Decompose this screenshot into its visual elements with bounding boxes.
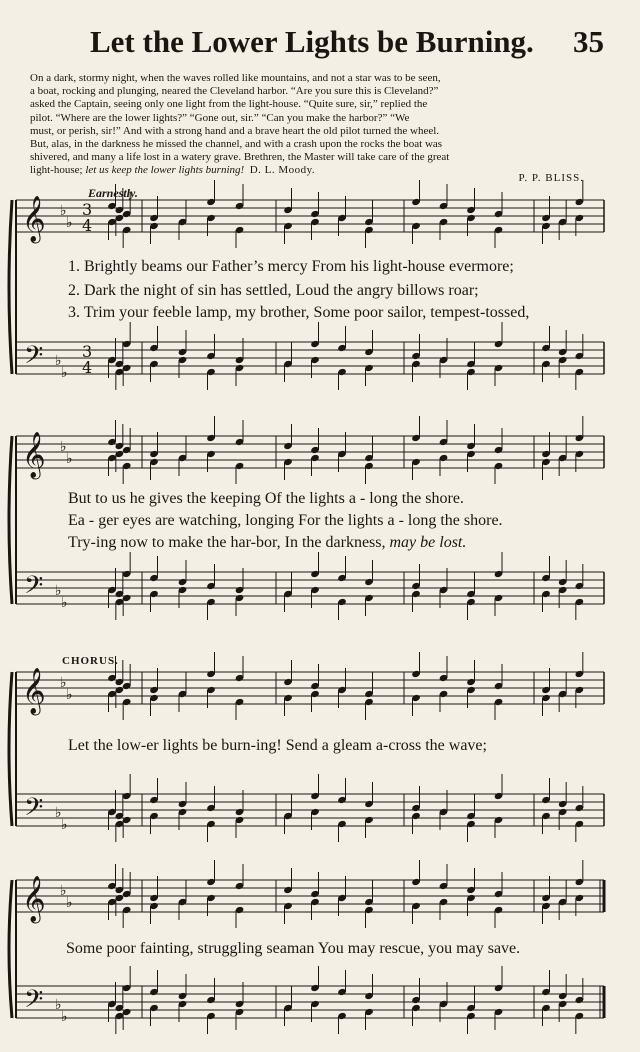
intro-line: On a dark, stormy night, when the waves rolled like mountains, and not a star was to be seen, — [30, 72, 441, 84]
system-2-treble-clef: 𝄞 — [22, 432, 46, 478]
system-1-time-sig: 3 — [82, 342, 93, 361]
lyric-start: Try-ing now to make the har-bor, In the darkness, — [68, 534, 386, 551]
system-1-time-sig: 3 — [82, 200, 93, 219]
system-1-key-flat: ♭ — [61, 365, 68, 381]
intro-line: pilot. “Where are the lower lights?” “Gone out, sir.” “Can you make the harbor?” “We — [30, 111, 410, 124]
system-3-bass-clef: 𝄢 — [24, 793, 44, 828]
system-3-key-flat: ♭ — [61, 817, 68, 833]
lyric-line: 1. Brightly beams our Father’s mercy From his light-house evermore; — [68, 258, 514, 275]
system-1-bass-clef: 𝄢 — [24, 341, 44, 376]
lyric-italic: may be lost. — [389, 534, 467, 551]
system-2-bass-clef: 𝄢 — [24, 571, 44, 606]
system-1-key-flat: ♭ — [55, 353, 62, 369]
system-2-brace — [9, 436, 12, 604]
intro-line: a boat, rocking and plunging, neared the Cleveland harbor. “Are you sure this is Cleveland?” — [30, 85, 439, 98]
lyric-line: Ea - ger eyes are watching, longing For the lights a - long the shore. — [68, 512, 503, 529]
intro-line: But, alas, in the darkness he missed the channel, and with a crash upon the rocks the boat was — [30, 138, 443, 151]
system-3-brace — [9, 672, 12, 826]
intro-line: shivered, and many a life lost in a watery grave. Brethren, the Master will take care of the great — [30, 151, 450, 164]
system-4-key-flat: ♭ — [61, 1009, 68, 1025]
system-1-time-sig: 4 — [82, 358, 93, 377]
intro-signature: D. L. Moody. — [249, 164, 316, 177]
system-3-key-flat: ♭ — [66, 687, 73, 703]
system-4-brace — [9, 880, 12, 1018]
system-2-key-flat: ♭ — [60, 439, 67, 455]
system-4-key-flat: ♭ — [55, 997, 62, 1013]
system-4-key-flat: ♭ — [60, 883, 67, 899]
lyric-line: 3. Trim your feeble lamp, my brother, Some poor sailor, tempest-tossed, — [68, 304, 530, 321]
system-3-key-flat: ♭ — [60, 675, 67, 691]
system-4-bass-clef: 𝄢 — [24, 985, 44, 1020]
intro-line: must, or perish, sir!” And with a strong hand and a brave heart the old pilot turned the wheel. — [30, 124, 440, 137]
chorus-label: CHORUS. — [62, 655, 119, 667]
page-number: 35 — [573, 24, 604, 59]
composer-credit: P. P. BLISS. — [518, 172, 584, 184]
tempo-marking: Earnestly. — [88, 186, 138, 200]
intro-line: asked the Captain, seeing only one light from the light-house. “Quite sure, sir,” replied the — [30, 98, 428, 111]
system-2-key-flat: ♭ — [66, 451, 73, 467]
system-1-brace — [9, 200, 12, 374]
system-4-key-flat: ♭ — [66, 895, 73, 911]
lyric-line: But to us he gives the keeping Of the lights a - long the shore. — [68, 490, 464, 507]
lyric-line: Let the low-er lights be burn-ing! Send a gleam a-cross the wave; — [68, 737, 487, 754]
system-2-key-flat: ♭ — [55, 583, 62, 599]
intro-last-start: light-house; — [30, 164, 83, 177]
system-3-treble-clef: 𝄞 — [22, 668, 46, 714]
system-4-treble-clef: 𝄞 — [22, 876, 46, 922]
intro-last-italic: let us keep the lower lights burning! — [85, 164, 245, 177]
system-1-treble-clef: 𝄞 — [22, 196, 46, 242]
lyric-line: Some poor fainting, struggling seaman You may rescue, you may save. — [66, 940, 521, 957]
lyric-line: 2. Dark the night of sin has settled, Loud the angry billows roar; — [68, 282, 479, 299]
system-1-time-sig: 4 — [82, 216, 93, 235]
system-2-key-flat: ♭ — [61, 595, 68, 611]
hymn-title: Let the Lower Lights be Burning. — [90, 24, 534, 59]
system-1-key-flat: ♭ — [66, 215, 73, 231]
system-1-key-flat: ♭ — [60, 203, 67, 219]
system-3-key-flat: ♭ — [55, 805, 62, 821]
